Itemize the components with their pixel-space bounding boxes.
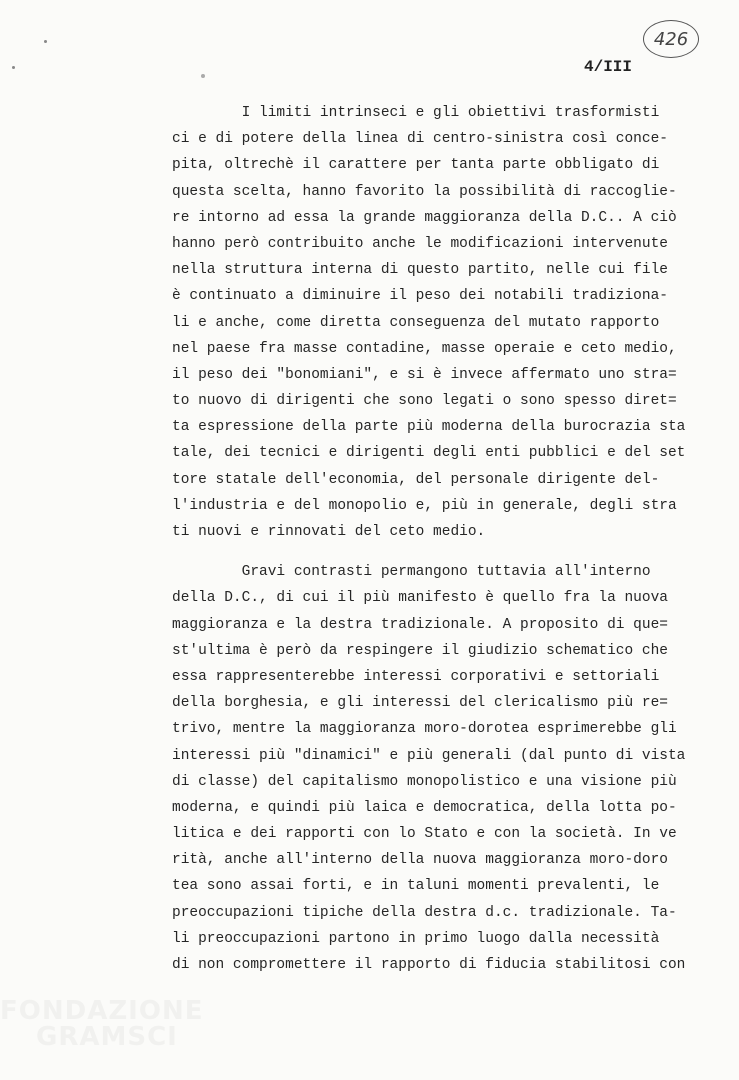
text-line: st'ultima è però da respingere il giudizio schematico che xyxy=(172,642,668,659)
paper-speck xyxy=(44,40,47,43)
text-line: è continuato a diminuire il peso dei notabili tradiziona- xyxy=(172,288,668,305)
paragraph xyxy=(172,100,702,545)
text-line: questa scelta, hanno favorito la possibilità di raccoglie- xyxy=(172,183,677,200)
text-line: ta espressione della parte più moderna della burocrazia sta xyxy=(172,419,686,436)
archive-page-stamp xyxy=(643,20,699,58)
archive-watermark xyxy=(0,998,203,1050)
text-line: di non compromettere il rapporto di fiducia stabilitosi con xyxy=(172,957,686,973)
text-line: ti nuovi e rinnovati del ceto medio. xyxy=(172,524,486,540)
paper-speck xyxy=(201,74,205,78)
text-line: ci e di potere della linea di centro-sinistra così conce- xyxy=(172,131,668,148)
text-line: trivo, mentre la maggioranza moro-dorotea esprimerebbe gli xyxy=(172,721,677,738)
text-line: maggioranza e la destra tradizionale. A proposito di que= xyxy=(172,616,668,633)
text-line: moderna, e quindi più laica e democratica, della lotta po- xyxy=(172,799,677,816)
text-line: li preoccupazioni partono in primo luogo dalla necessità xyxy=(172,930,660,947)
text-line: il peso dei "bonomiani", e si è invece affermato uno stra= xyxy=(172,366,677,383)
watermark-line-1: FONDAZIONE xyxy=(0,996,204,1026)
paragraph-gap xyxy=(172,545,702,559)
text-line: tore statale dell'economia, del personale dirigente del- xyxy=(172,471,660,488)
text-line: to nuovo di dirigenti che sono legati o sono spesso diret= xyxy=(172,393,677,410)
text-line: hanno però contribuito anche le modificazioni intervenute xyxy=(172,235,668,252)
text-line: nella struttura interna di questo partito, nelle cui file xyxy=(172,262,668,279)
paragraph xyxy=(172,559,702,978)
text-line: re intorno ad essa la grande maggioranza della D.C.. A ciò xyxy=(172,209,677,226)
text-line: I limiti intrinseci e gli obiettivi trasformisti xyxy=(172,105,660,121)
watermark-line-2: GRAMSCI xyxy=(36,1022,178,1052)
text-line: nel paese fra masse contadine, masse operaie e ceto medio, xyxy=(172,340,677,357)
text-line: preoccupazioni tipiche della destra d.c. tradizionale. Ta- xyxy=(172,904,677,921)
text-line: tea sono assai forti, e in taluni momenti prevalenti, le xyxy=(172,878,660,895)
text-line: della borghesia, e gli interessi del clericalismo più re= xyxy=(172,695,668,712)
paper-speck xyxy=(12,66,15,69)
text-line: rità, anche all'interno della nuova maggioranza moro-doro xyxy=(172,852,668,869)
text-line: Gravi contrasti permangono tuttavia all'interno xyxy=(172,564,651,581)
text-line: li e anche, come diretta conseguenza del mutato rapporto xyxy=(172,314,660,331)
archive-number: 426 xyxy=(653,28,689,50)
text-line: tale, dei tecnici e dirigenti degli enti pubblici e del set xyxy=(172,445,686,462)
text-line: litica e dei rapporti con lo Stato e con la società. In ve xyxy=(172,826,677,843)
page-number: 4/III xyxy=(584,58,633,76)
text-line: l'industria e del monopolio e, più in generale, degli stra xyxy=(172,497,677,514)
text-line: essa rappresenterebbe interessi corporativi e settoriali xyxy=(172,668,660,685)
text-line: della D.C., di cui il più manifesto è quello fra la nuova xyxy=(172,590,668,607)
text-line: interessi più "dinamici" e più generali (dal punto di vista xyxy=(172,747,686,764)
body-text xyxy=(172,100,702,978)
text-line: di classe) del capitalismo monopolistico e una visione più xyxy=(172,773,677,790)
text-line: pita, oltrechè il carattere per tanta parte obbligato di xyxy=(172,157,660,174)
